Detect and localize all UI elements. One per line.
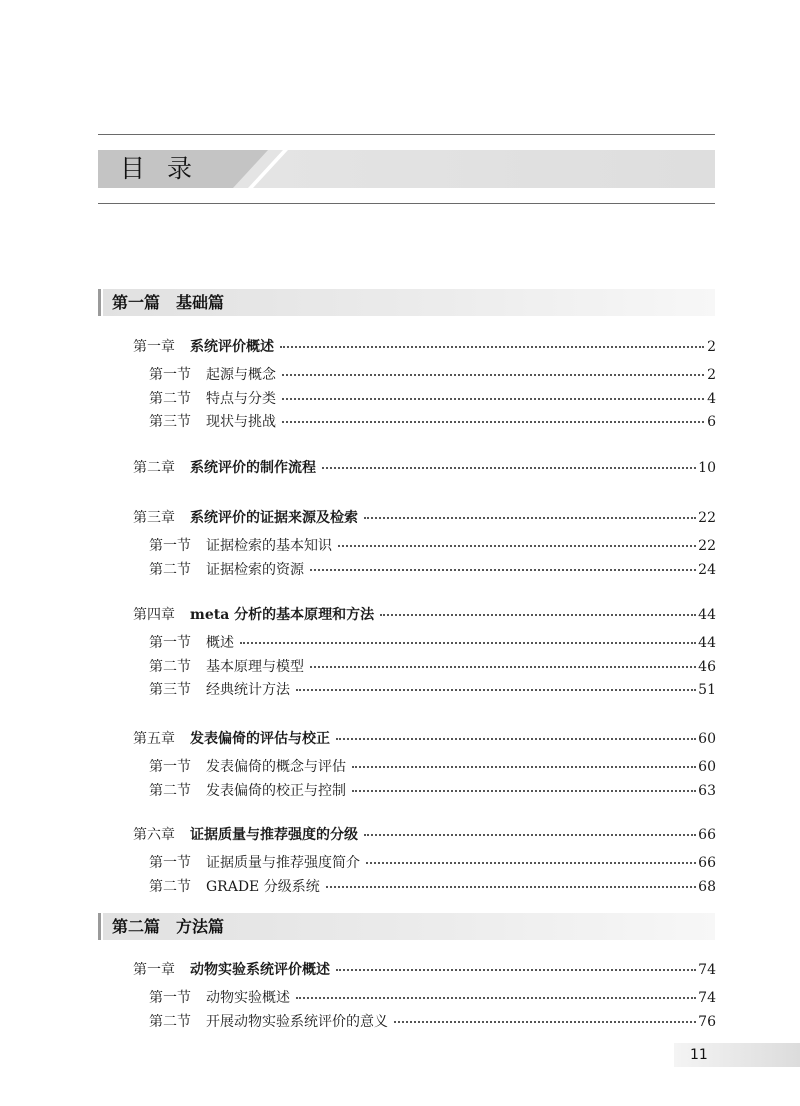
section-title: 经典统计方法 [206, 682, 290, 698]
page-ref: 44 [698, 635, 716, 651]
dot-leader [380, 613, 696, 616]
chapter-number: 第二章 [133, 460, 175, 476]
chapter-title: 动物实验系统评价概述 [190, 962, 330, 978]
section-number: 第一节 [149, 538, 191, 554]
section-number: 第一节 [149, 367, 191, 383]
dot-leader [336, 968, 696, 971]
section-number: 第二节 [149, 1013, 191, 1030]
section-title: 概述 [206, 635, 234, 651]
page-ref: 60 [698, 731, 716, 747]
dot-leader [394, 1020, 696, 1023]
section-number: 第二节 [149, 878, 191, 895]
dot-leader [310, 568, 696, 571]
page-ref: 44 [698, 607, 716, 623]
section-number: 第二节 [149, 390, 191, 407]
part-accent-bar [98, 289, 101, 316]
chapter-number: 第五章 [133, 731, 175, 747]
chapter-number: 第三章 [133, 510, 175, 526]
dot-leader [326, 885, 696, 888]
bottom-rule [98, 203, 715, 204]
section-entry[interactable] [149, 680, 716, 700]
top-rule [98, 134, 715, 135]
chapter-entry[interactable] [133, 960, 716, 980]
page-ref: 6 [707, 414, 716, 430]
page-ref: 10 [698, 460, 716, 476]
dot-leader [364, 516, 696, 519]
toc-title-banner [98, 150, 715, 188]
page-ref: 22 [698, 538, 716, 554]
section-entry[interactable] [149, 853, 716, 873]
chapter-number: 第一章 [133, 962, 175, 978]
section-entry[interactable] [149, 365, 716, 385]
page-ref: 63 [698, 782, 716, 799]
chapter-title: 证据质量与推荐强度的分级 [190, 827, 358, 843]
chapter-entry[interactable] [133, 729, 716, 749]
part-number: 第二篇 [112, 917, 161, 936]
section-number: 第一节 [149, 759, 191, 775]
dot-leader [296, 996, 696, 999]
dot-leader [282, 397, 704, 400]
section-title: 动物实验概述 [206, 990, 290, 1006]
chapter-title: 系统评价的证据来源及检索 [190, 510, 358, 526]
part-name: 基础篇 [176, 293, 225, 312]
part-label [112, 289, 224, 316]
chapter-entry[interactable] [133, 508, 716, 528]
dot-leader [282, 373, 704, 376]
dot-leader [338, 544, 696, 547]
page-ref: 4 [707, 390, 716, 407]
page-ref: 66 [698, 855, 716, 871]
section-title: 证据质量与推荐强度简介 [206, 855, 360, 871]
page-ref: 22 [698, 510, 716, 526]
page-ref: 2 [707, 339, 716, 355]
section-title: 特点与分类 [206, 390, 276, 407]
dot-leader [364, 833, 696, 836]
page-ref: 51 [698, 682, 716, 698]
dot-leader [296, 688, 696, 691]
section-number: 第一节 [149, 990, 191, 1006]
page-ref: 66 [698, 827, 716, 843]
part-label [112, 913, 224, 940]
page-number: 11 [690, 1047, 708, 1063]
section-entry[interactable] [149, 389, 716, 409]
section-title: 基本原理与模型 [206, 658, 304, 675]
section-title: 证据检索的基本知识 [206, 538, 332, 554]
chapter-entry[interactable] [133, 605, 716, 625]
chapter-entry[interactable] [133, 458, 716, 478]
section-number: 第二节 [149, 561, 191, 578]
page-ref: 68 [698, 878, 716, 895]
chapter-title: 系统评价的制作流程 [190, 460, 316, 476]
section-number: 第一节 [149, 635, 191, 651]
part-accent-bar [98, 913, 101, 940]
section-number: 第一节 [149, 855, 191, 871]
page-ref: 24 [698, 561, 716, 578]
chapter-number: 第四章 [133, 607, 175, 623]
chapter-title: 发表偏倚的评估与校正 [190, 731, 330, 747]
section-title: 现状与挑战 [206, 414, 276, 430]
section-title: GRADE 分级系统 [206, 878, 320, 895]
part-header [98, 289, 715, 316]
chapter-title: meta 分析的基本原理和方法 [190, 607, 375, 623]
dot-leader [322, 466, 696, 469]
section-title: 发表偏倚的概念与评估 [206, 759, 346, 775]
section-title: 发表偏倚的校正与控制 [206, 782, 346, 799]
page-ref: 60 [698, 759, 716, 775]
section-title: 起源与概念 [206, 367, 276, 383]
dot-leader [352, 789, 696, 792]
section-entry[interactable] [149, 781, 716, 801]
chapter-entry[interactable] [133, 825, 716, 845]
part-header [98, 913, 715, 940]
section-entry[interactable] [149, 560, 716, 580]
dot-leader [310, 665, 696, 668]
section-number: 第三节 [149, 682, 191, 698]
chapter-number: 第一章 [133, 339, 175, 355]
section-entry[interactable] [149, 657, 716, 677]
page-ref: 74 [698, 990, 716, 1006]
section-number: 第二节 [149, 658, 191, 675]
section-entry[interactable] [149, 988, 716, 1008]
section-entry[interactable] [149, 536, 716, 556]
dot-leader [282, 420, 704, 423]
section-number: 第三节 [149, 414, 191, 430]
page-ref: 76 [698, 1013, 716, 1030]
dot-leader [280, 345, 704, 348]
page-ref: 74 [698, 962, 716, 978]
dot-leader [366, 861, 696, 864]
section-number: 第二节 [149, 782, 191, 799]
page-ref: 46 [698, 658, 716, 675]
section-title: 开展动物实验系统评价的意义 [206, 1013, 388, 1030]
section-entry[interactable] [149, 877, 716, 897]
dot-leader [336, 737, 696, 740]
section-entry[interactable] [149, 412, 716, 432]
part-number: 第一篇 [112, 293, 161, 312]
section-entry[interactable] [149, 633, 716, 653]
dot-leader [352, 765, 696, 768]
dot-leader [240, 641, 696, 644]
section-entry[interactable] [149, 1012, 716, 1032]
part-name: 方法篇 [176, 917, 225, 936]
chapter-entry[interactable] [133, 337, 716, 357]
chapter-title: 系统评价概述 [190, 339, 274, 355]
section-title: 证据检索的资源 [206, 561, 304, 578]
toc-title: 目录 [120, 154, 215, 183]
section-entry[interactable] [149, 757, 716, 777]
page-ref: 2 [707, 367, 716, 383]
chapter-number: 第六章 [133, 827, 175, 843]
